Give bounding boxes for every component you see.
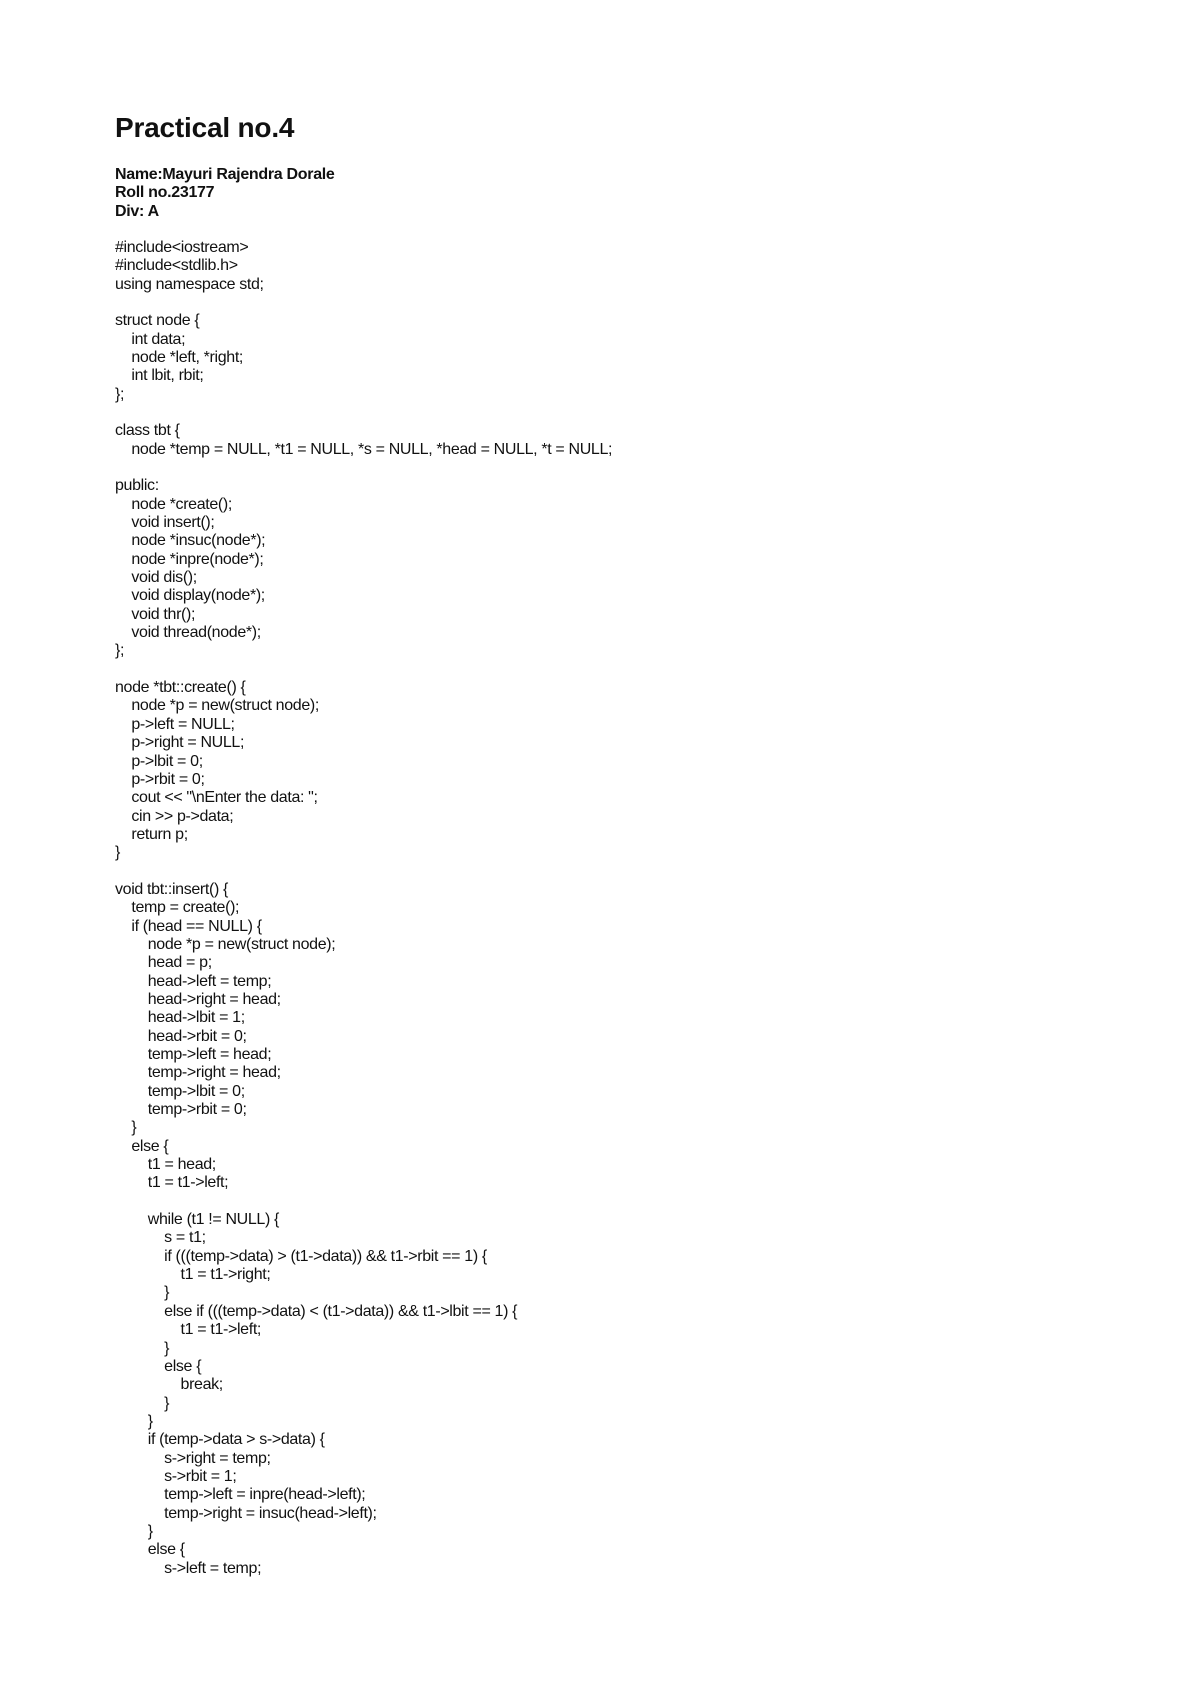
code-line: temp->rbit = 0;: [115, 1101, 247, 1119]
code-line: else {: [115, 1541, 185, 1559]
code-line: #include<iostream>: [115, 238, 249, 256]
code-line: break;: [115, 1376, 223, 1394]
document-page: [115, 110, 1115, 1578]
code-line: node *temp = NULL, *t1 = NULL, *s = NULL, *head = NULL, *t = NULL;: [115, 440, 613, 458]
code-line: s = t1;: [115, 1229, 206, 1247]
code-line: }: [115, 844, 120, 862]
code-line: }: [115, 1284, 170, 1302]
code-line: return p;: [115, 825, 188, 843]
code-line: [115, 661, 1115, 679]
division-line: Div: A: [115, 202, 159, 220]
code-line: while (t1 != NULL) {: [115, 1211, 280, 1229]
code-line: cin >> p->data;: [115, 807, 234, 825]
code-line: int lbit, rbit;: [115, 367, 204, 385]
code-line: node *create();: [115, 495, 232, 513]
code-line: t1 = head;: [115, 1156, 216, 1174]
code-listing: [115, 239, 1115, 1578]
code-line: temp->left = head;: [115, 1046, 272, 1064]
code-line: void dis();: [115, 569, 197, 587]
code-line: t1 = t1->right;: [115, 1266, 271, 1284]
author-info: [115, 166, 1115, 221]
code-line: temp->left = inpre(head->left);: [115, 1486, 366, 1504]
code-line: void insert();: [115, 514, 215, 532]
code-line: node *tbt::create() {: [115, 679, 246, 697]
code-line: else if (((temp->data) < (t1->data)) && t1->lbit == 1) {: [115, 1302, 518, 1320]
name-line: Name:Mayuri Rajendra Dorale: [115, 166, 335, 183]
code-line: temp = create();: [115, 899, 240, 917]
page-title: Practical no.4: [115, 112, 295, 143]
code-line: p->rbit = 0;: [115, 770, 205, 788]
code-line: }: [115, 1522, 153, 1540]
code-line: }: [115, 1119, 137, 1137]
code-line: p->right = NULL;: [115, 734, 245, 752]
code-line: };: [115, 385, 125, 403]
code-line: int data;: [115, 330, 186, 348]
code-line: else {: [115, 1357, 202, 1375]
code-line: head->left = temp;: [115, 972, 272, 990]
code-line: t1 = t1->left;: [115, 1174, 229, 1192]
code-line: using namespace std;: [115, 275, 264, 293]
code-line: if (((temp->data) > (t1->data)) && t1->rbit == 1) {: [115, 1247, 487, 1265]
code-line: struct node {: [115, 312, 200, 330]
code-line: node *p = new(struct node);: [115, 935, 336, 953]
code-line: node *inpre(node*);: [115, 550, 264, 568]
code-line: temp->right = insuc(head->left);: [115, 1504, 377, 1522]
code-line: p->lbit = 0;: [115, 752, 203, 770]
code-line: #include<stdlib.h>: [115, 257, 238, 275]
code-line: s->rbit = 1;: [115, 1467, 237, 1485]
code-line: node *p = new(struct node);: [115, 697, 319, 715]
code-line: head = p;: [115, 954, 212, 972]
code-line: node *left, *right;: [115, 348, 244, 366]
code-line: public:: [115, 477, 159, 495]
code-line: if (temp->data > s->data) {: [115, 1431, 325, 1449]
code-line: void thread(node*);: [115, 624, 261, 642]
code-line: }: [115, 1339, 170, 1357]
code-line: }: [115, 1412, 153, 1430]
code-line: [115, 294, 1115, 312]
code-line: if (head == NULL) {: [115, 917, 262, 935]
code-line: [115, 404, 1115, 422]
code-line: [115, 459, 1115, 477]
code-line: head->rbit = 0;: [115, 1027, 247, 1045]
code-line: };: [115, 642, 125, 660]
code-line: s->right = temp;: [115, 1449, 271, 1467]
code-line: p->left = NULL;: [115, 715, 235, 733]
code-line: temp->right = head;: [115, 1064, 281, 1082]
code-line: [115, 1193, 1115, 1211]
code-line: else {: [115, 1137, 169, 1155]
code-line: [115, 863, 1115, 881]
code-line: void display(node*);: [115, 587, 265, 605]
code-line: head->right = head;: [115, 990, 281, 1008]
code-line: temp->lbit = 0;: [115, 1082, 245, 1100]
code-line: s->left = temp;: [115, 1559, 262, 1577]
code-line: cout << "\nEnter the data: ";: [115, 789, 318, 807]
code-line: t1 = t1->left;: [115, 1321, 262, 1339]
code-line: void tbt::insert() {: [115, 880, 229, 898]
roll-number-line: Roll no.23177: [115, 184, 215, 202]
code-line: void thr();: [115, 605, 196, 623]
code-line: node *insuc(node*);: [115, 532, 266, 550]
code-line: head->lbit = 1;: [115, 1009, 245, 1027]
code-line: class tbt {: [115, 422, 180, 440]
code-line: }: [115, 1394, 170, 1412]
